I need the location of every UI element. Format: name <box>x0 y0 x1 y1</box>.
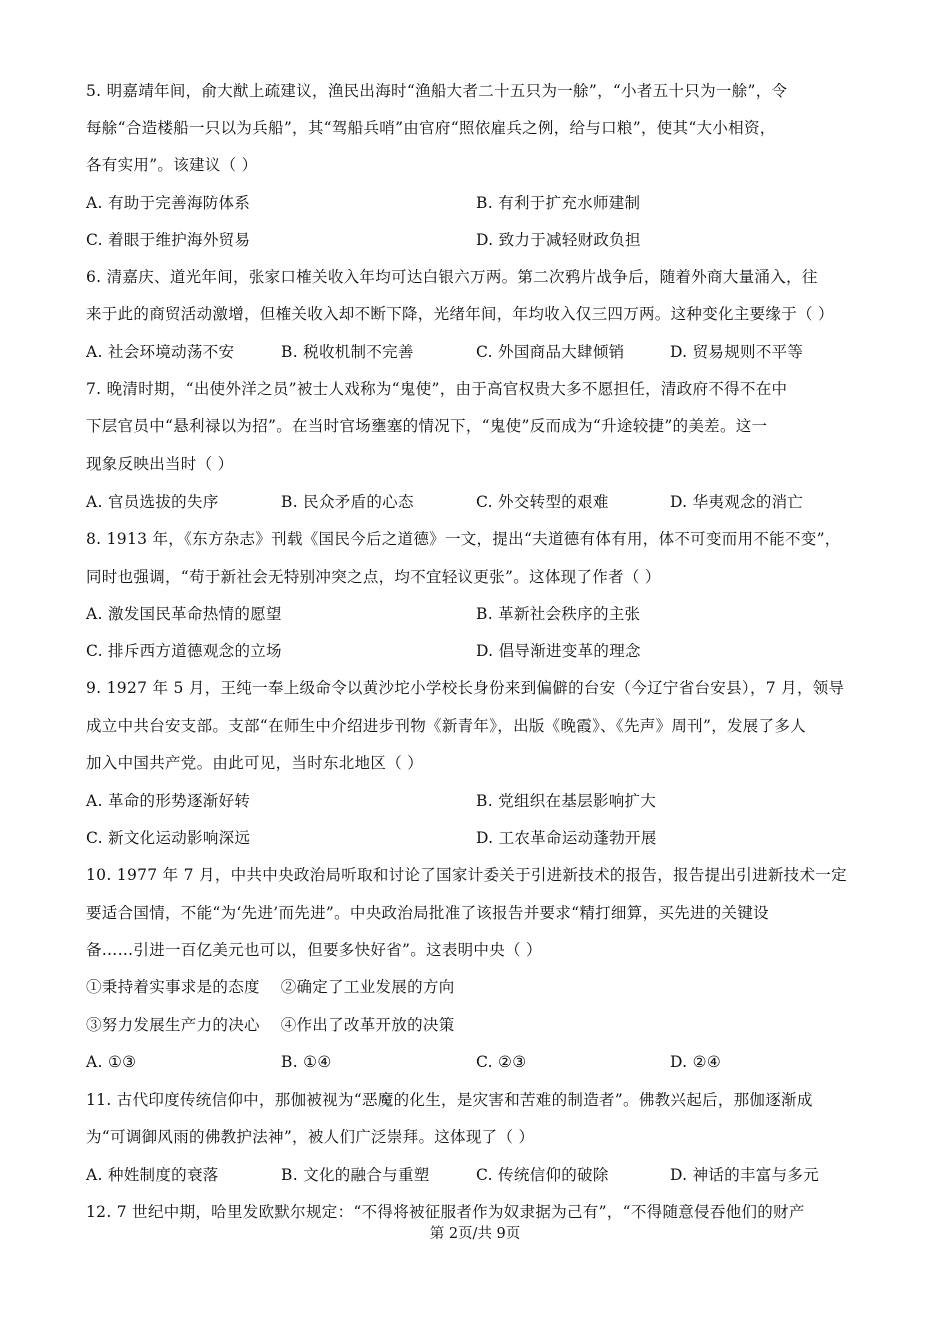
question-text-line: 现象反映出当时（ ） <box>86 455 234 473</box>
option-b: B. 党组织在基层影响扩大 <box>476 792 657 810</box>
question-text-line: 10. 1977 年 7 月，中共中央政治局听取和讨论了国家计委关于引进新技术的报告，报告提出引进新技术一定 <box>86 866 847 884</box>
question-text-line: 下层官员中“悬利禄以为招”。在当时官场壅塞的情况下，“鬼使”反而成为“升途较捷”的美差。这一 <box>86 417 768 435</box>
option-c: C. ②③ <box>476 1053 527 1071</box>
question-text-line: 要适合国情，不能“为‘先进’而先进”。中央政治局批准了该报告并要求“精打细算，买先进的关键设 <box>86 904 769 922</box>
option-b: B. 革新社会秩序的主张 <box>476 605 641 623</box>
option-d: D. 贸易规则不平等 <box>670 343 804 361</box>
question-text-line: 8. 1913 年，《东方杂志》刊载《国民今后之道德》一文，提出“夫道德有体有用，体不可变而用不能不变”， <box>86 530 841 548</box>
option-b: B. 民众矛盾的心态 <box>281 493 414 511</box>
option-c: C. 传统信仰的破除 <box>476 1166 609 1184</box>
question-text-line: 5. 明嘉靖年间，俞大猷上疏建议，渔民出海时“渔船大者二十五只为一艅”，“小者五十只为一艅”，令 <box>86 82 788 100</box>
question-text-line: 来于此的商贸活动激增，但榷关收入却不断下降，光绪年间，年均收入仅三四万两。这种变化主要缘于（ ） <box>86 305 834 323</box>
question-text-line: 9. 1927 年 5 月，王纯一奉上级命令以黄沙坨小学校长身份来到偏僻的台安（今辽宁省台安县），7 月，领导 <box>86 679 845 697</box>
question-text-line: 每艅“合造楼船一只以为兵船”，其“驾船兵哨”由官府“照依雇兵之例，给与口粮”，使其“大小相资， <box>86 119 776 137</box>
question-text-line: 同时也强调，“苟于新社会无特别冲突之点，均不宜轻议更张”。这体现了作者（ ） <box>86 568 661 586</box>
option-a: A. 革命的形势逐渐好转 <box>86 792 251 810</box>
option-a: A. 官员选拔的失序 <box>86 493 219 511</box>
option-d: D. 倡导渐进变革的理念 <box>476 642 641 660</box>
option-c: C. 外交转型的艰难 <box>476 493 609 511</box>
option-a: A. 社会环境动荡不安 <box>86 343 235 361</box>
question-text-line: 11. 古代印度传统信仰中，那伽被视为“恶魔的化生，是灾害和苦难的制造者”。佛教兴起后，那伽逐渐成 <box>86 1091 813 1109</box>
question-text-line: 各有实用”。该建议（ ） <box>86 156 258 174</box>
option-d: D. 工农革命运动蓬勃开展 <box>476 829 657 847</box>
option-d: D. 华夷观念的消亡 <box>670 493 804 511</box>
option-c: C. 外国商品大肆倾销 <box>476 343 625 361</box>
question-text-line: 加入中国共产党。由此可见，当时东北地区（ ） <box>86 754 424 772</box>
option-b: B. ①④ <box>281 1053 332 1071</box>
option-d: D. 致力于减轻财政负担 <box>476 231 641 249</box>
option-c: C. 着眼于维护海外贸易 <box>86 231 251 249</box>
question-text-line: 为“可调御风雨的佛教护法神”，被人们广泛崇拜。这体现了（ ） <box>86 1128 535 1146</box>
question-text-line: 备……引进一百亿美元也可以，但要多快好省”。这表明中央（ ） <box>86 941 542 959</box>
option-b: B. 税收机制不完善 <box>281 343 414 361</box>
question-text-line: 12. 7 世纪中期，哈里发欧默尔规定：“不得将被征服者作为奴隶据为己有”，“不得随意侵吞他们的财产 <box>86 1203 805 1221</box>
question-text-line: 成立中共台安支部。支部“在师生中介绍进步刊物《新青年》，出版《晚霞》、《先声》周刊”，发展了多人 <box>86 717 807 735</box>
question-text-line: 7. 晚清时期，“出使外洋之员”被士人戏称为“鬼使”，由于高官权贵大多不愿担任，清政府不得不在中 <box>86 380 788 398</box>
option-b: B. 有利于扩充水师建制 <box>476 194 641 212</box>
option-c: C. 新文化运动影响深远 <box>86 829 251 847</box>
option-d: D. ②④ <box>670 1053 722 1071</box>
statement-line: ③努力发展生产力的决心 ④作出了改革开放的决策 <box>86 1016 455 1034</box>
option-a: A. 激发国民革命热情的愿望 <box>86 605 282 623</box>
option-d: D. 神话的丰富与多元 <box>670 1166 820 1184</box>
statement-line: ①秉持着实事求是的态度 ②确定了工业发展的方向 <box>86 978 455 996</box>
option-a: A. 种姓制度的衰落 <box>86 1166 219 1184</box>
option-c: C. 排斥西方道德观念的立场 <box>86 642 282 660</box>
option-a: A. 有助于完善海防体系 <box>86 194 251 212</box>
question-text-line: 6. 清嘉庆、道光年间，张家口榷关收入年均可达白银六万两。第二次鸦片战争后，随着外商大量涌入，往 <box>86 268 818 286</box>
page-number: 第 2页/共 9页 <box>429 1226 521 1242</box>
option-a: A. ①③ <box>86 1053 137 1071</box>
option-b: B. 文化的融合与重塑 <box>281 1166 430 1184</box>
